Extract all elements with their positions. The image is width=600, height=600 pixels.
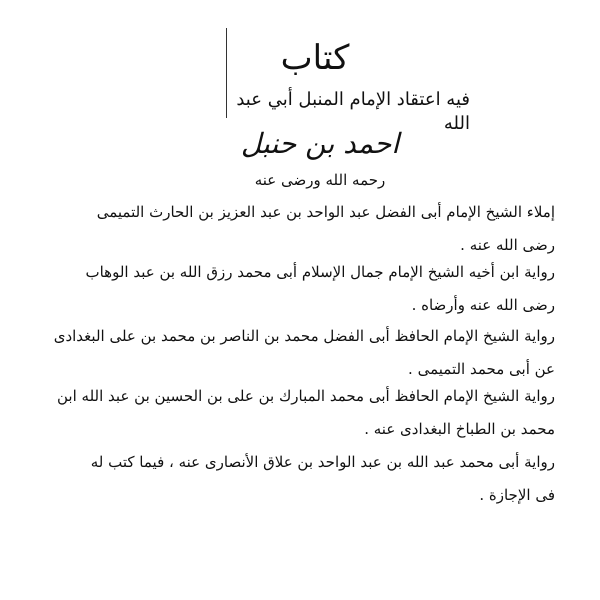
paragraph-line: رواية ابن أخيه الشيخ الإمام جمال الإسلام أبى محمد رزق الله بن عبد الوهاب — [85, 263, 555, 281]
paragraph-line: عن أبى محمد التميمى . — [408, 360, 555, 378]
paragraph-line: رواية أبى محمد عبد الله بن عبد الواحد بن علاق الأنصارى عنه ، فيما كتب له — [90, 453, 555, 471]
paragraph-1 — [45, 196, 555, 262]
paragraph-line: محمد بن الطباخ البغدادى عنه . — [364, 420, 555, 438]
book-subtitle: فيه اعتقاد الإمام المنبل أبي عبد الله — [236, 89, 470, 134]
paragraph-3 — [45, 320, 555, 386]
paragraph-line: رواية الشيخ الإمام الحافظ أبى محمد المبارك بن على بن الحسين بن عبد الله ابن — [57, 387, 555, 405]
book-title: كتاب — [280, 38, 350, 78]
paragraph-2 — [45, 256, 555, 322]
blessing-line: رحمه الله ورضى عنه — [254, 171, 386, 189]
paragraph-line: رضى الله عنه وأرضاه . — [411, 296, 555, 314]
paragraph-line: رضى الله عنه . — [460, 236, 555, 254]
paragraph-5 — [45, 446, 555, 512]
paragraph-4 — [45, 380, 555, 446]
paragraph-line: إملاء الشيخ الإمام أبى الفضل عبد الواحد بن عبد العزيز بن الحارث التميمى — [96, 203, 555, 221]
author-name: احمد بن حنبل — [240, 127, 400, 160]
paragraph-line: فى الإجازة . — [479, 486, 555, 504]
paragraph-line: رواية الشيخ الإمام الحافظ أبى الفضل محمد بن الناصر بن محمد بن على البغدادى — [53, 327, 555, 345]
